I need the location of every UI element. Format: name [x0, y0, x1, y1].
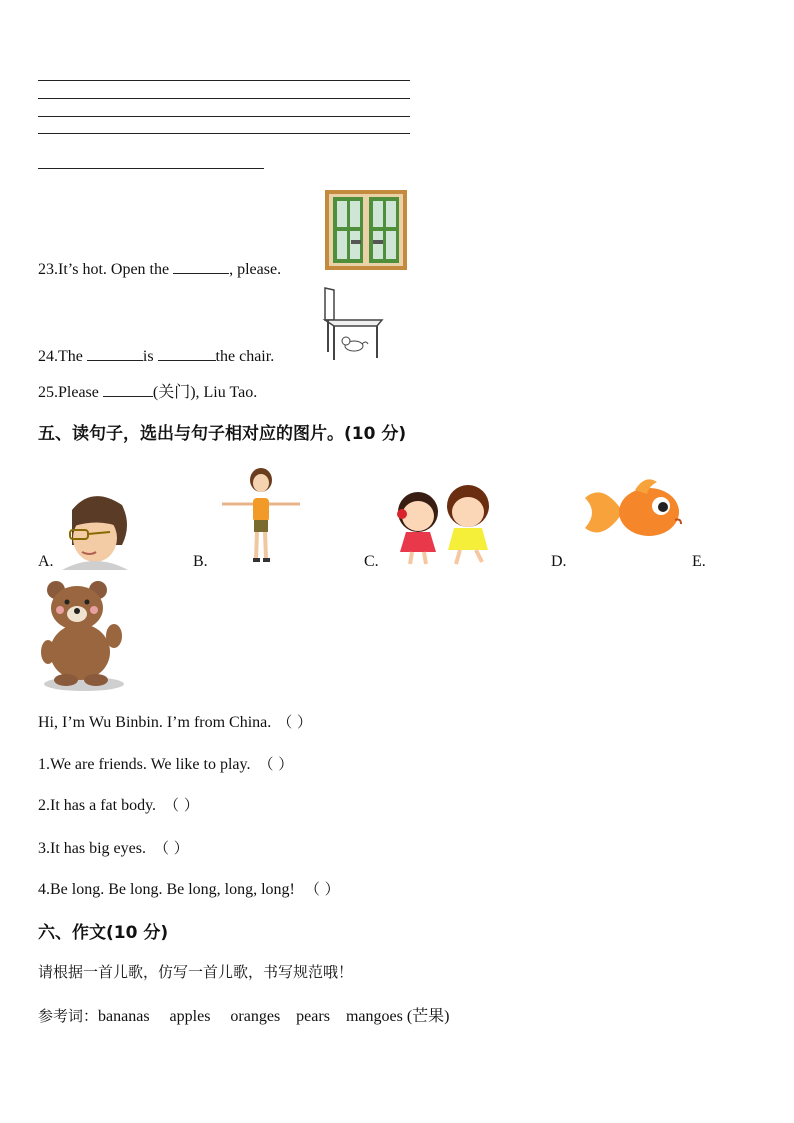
answer-blank[interactable] — [103, 382, 153, 397]
answer-bracket[interactable]: （ ） — [153, 839, 189, 857]
question-text: is — [142, 348, 158, 365]
sentence-1 — [38, 753, 293, 774]
chair-image — [322, 286, 384, 362]
sentence-intro — [38, 711, 312, 732]
answer-bracket[interactable]: （ ） — [258, 755, 294, 773]
question-text: , please. — [229, 261, 282, 278]
answer-blank[interactable] — [158, 346, 216, 361]
reference-word-list: bananas apples oranges pears mangoes (芒果) — [98, 1008, 450, 1025]
option-label-c: C. — [364, 553, 379, 570]
question-23 — [38, 259, 281, 279]
sentence-text: 1.We are friends. We like to play. — [38, 756, 251, 773]
window-image — [325, 190, 407, 270]
section-6-title: 六、作文(10 分) — [38, 923, 169, 943]
reference-words — [38, 1003, 449, 1026]
answer-bracket[interactable]: （ ） — [304, 880, 340, 898]
answer-line[interactable] — [38, 116, 410, 117]
question-number: 25. — [38, 384, 58, 401]
question-text: (关门), Liu Tao. — [152, 384, 258, 401]
sentence-4 — [38, 878, 340, 899]
question-25 — [38, 379, 257, 402]
sentence-3 — [38, 837, 189, 858]
sentence-text: 4.Be long. Be long. Be long, long, long! — [38, 881, 295, 898]
answer-bracket[interactable]: （ ） — [164, 796, 199, 814]
two-friends-image — [388, 484, 496, 568]
answer-bracket[interactable]: （ ） — [277, 713, 313, 731]
question-number: 24. — [38, 348, 58, 365]
answer-line[interactable] — [38, 98, 410, 99]
writing-instruction: 请根据一首儿歌，仿写一首儿歌，书写规范哦！ — [38, 963, 354, 981]
option-label-b: B. — [193, 553, 208, 570]
girl-arms-out-image — [220, 466, 302, 566]
option-label-a: A. — [38, 553, 54, 570]
answer-line[interactable] — [38, 80, 410, 81]
sentence-text: Hi, I’m Wu Binbin. I’m from China. — [38, 714, 272, 731]
goldfish-image — [583, 476, 687, 548]
option-label-d: D. — [551, 553, 567, 570]
option-label-e: E. — [692, 553, 706, 570]
sentence-text: 2.It has a fat body. — [38, 797, 157, 814]
bear-image — [40, 580, 128, 692]
sentence-2 — [38, 794, 199, 815]
boy-with-glasses-image — [62, 490, 132, 570]
question-text: The — [58, 348, 87, 365]
section-5-title: 五、读句子，选出与句子相对应的图片。(10 分) — [38, 424, 407, 444]
reference-label: 参考词： — [38, 1007, 99, 1025]
sentence-text: 3.It has big eyes. — [38, 840, 146, 857]
answer-line[interactable] — [38, 168, 264, 169]
question-text: Please — [58, 384, 103, 401]
answer-blank[interactable] — [173, 259, 229, 274]
question-text: It’s hot. Open the — [58, 261, 174, 278]
answer-blank[interactable] — [87, 346, 143, 361]
question-text: the chair. — [215, 348, 275, 365]
question-24 — [38, 346, 274, 366]
question-number: 23. — [38, 261, 58, 278]
answer-line[interactable] — [38, 133, 410, 134]
